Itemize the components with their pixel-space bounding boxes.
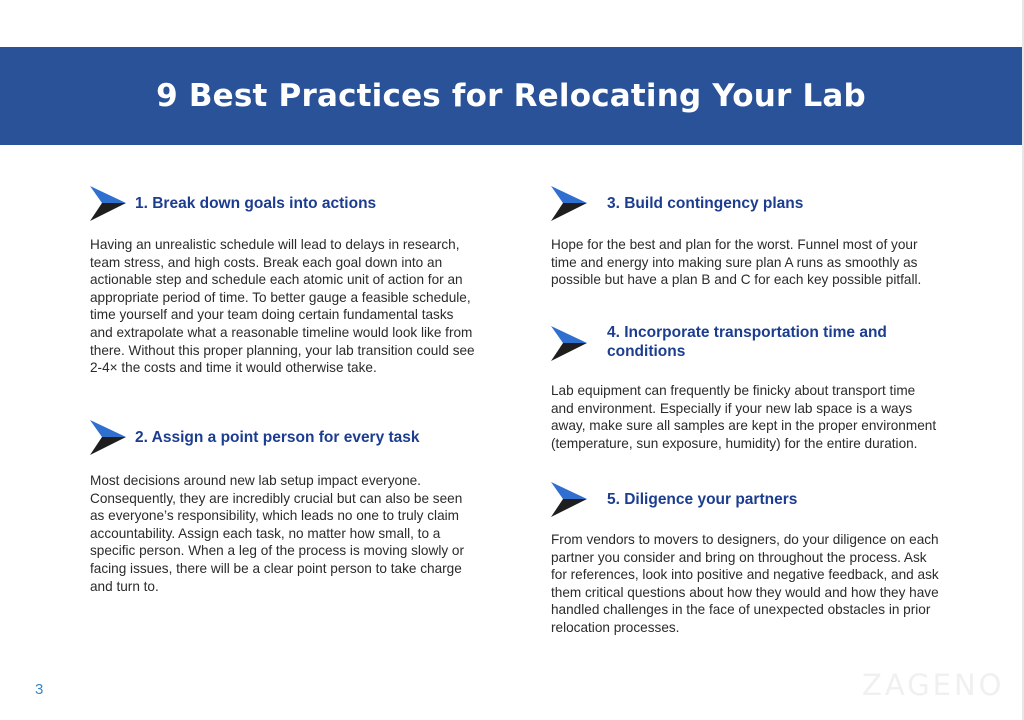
section-body: From vendors to movers to designers, do your diligence on each partner you consider and bring on throughout the process. Ask for references, look into positive and negative feedback, and ask them critical questions about how they would and how they have handled challenges in the face of unexpected obstacles in prior relocation processes.: [551, 532, 939, 635]
page-title: 9 Best Practices for Relocating Your Lab: [156, 78, 866, 114]
section-header: [90, 420, 475, 456]
arrow-icon: [551, 482, 587, 518]
section-title: 3. Build contingency plans: [607, 195, 804, 212]
section-header: [551, 482, 941, 518]
section-body: Hope for the best and plan for the worst. Funnel most of your time and energy into making sure plan A runs as smoothly as possible but have a plan B and C for each key possible pitfall.: [551, 237, 922, 288]
section-transportation: [551, 326, 941, 452]
section-header: [551, 326, 941, 362]
page-number: 3: [35, 681, 44, 698]
section-title: 4. Incorporate transportation time and conditions: [607, 324, 887, 360]
section-header: [551, 186, 941, 222]
section-body: Most decisions around new lab setup impact everyone. Consequently, they are incredibly crucial but can also be seen as everyone’s responsibility, which leads no one to truly claim accountability. Assign each task, no matter how small, to a specific person. When a leg of the process is moving slowly or facing issues, there will be a clear point person to take charge and turn to.: [90, 473, 464, 594]
section-contingency-plans: [551, 186, 941, 289]
section-diligence-partners: [551, 482, 941, 637]
arrow-icon: [551, 186, 587, 222]
section-body: Having an unrealistic schedule will lead to delays in research, team stress, and high costs. Break each goal down into an actionable step and schedule each atomic unit of action for an appropriate period of time. To better gauge a feasible schedule, time yourself and your team doing certain fundamental tasks and extrapolate what a reasonable timeline would look like from there. Without this proper planning, your lab transition could see 2-4× the costs and time it would otherwise take.: [90, 237, 475, 376]
section-title: 2. Assign a point person for every task: [135, 429, 420, 446]
zageno-logo: ZAGENO: [862, 668, 1005, 702]
section-body: Lab equipment can frequently be finicky about transport time and environment. Especially if your new lab space is a ways away, make sure all samples are kept in the proper environment (temperature, sun exposure, humidity) for the entire duration.: [551, 383, 937, 451]
arrow-icon: [551, 326, 587, 362]
section-title: 1. Break down goals into actions: [135, 195, 377, 212]
section-break-down-goals: [90, 186, 475, 377]
arrow-icon: [90, 420, 126, 456]
section-header: [90, 186, 475, 222]
section-assign-point-person: [90, 420, 475, 595]
title-banner: [0, 47, 1022, 145]
section-title: 5. Diligence your partners: [607, 491, 798, 508]
arrow-icon: [90, 186, 126, 222]
